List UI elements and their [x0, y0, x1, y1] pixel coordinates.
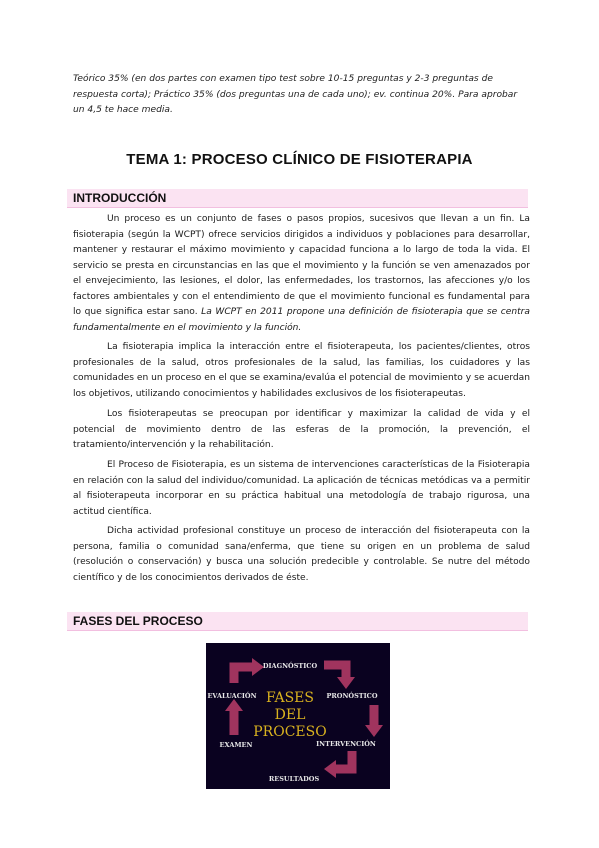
evaluation-note: Teórico 35% (en dos partes con examen tipo test sobre 10-15 preguntas y 2-3 preguntas de respuesta corta); Práctico 35% (dos preguntas una de cada uno); ev. continua 20%. Para aprobar un 4,5 te hace media. [73, 74, 518, 115]
paragraph-definition-text: Un proceso es un conjunto de fases o pasos propios, sucesivos que llevan a un fin. La fisioterapia (según la WCPT) ofrece servicios dirigidos a individuos y poblaciones para desarrollar, mantener y restaurar el máximo movimiento y capacidad funciona a lo largo de toda la vida. El servicio se presta en circunstancias en las que el movimiento y la función se ven amenazados por el envejecimiento, las lesiones, el dolor, las enfermedades, los trastornos, las afecciones y/o los factores ambientales y con el entendimiento de que el movimiento funcional es fundamental para lo que significa estar sano. [73, 214, 530, 317]
arrowhead-evaluacion [225, 699, 243, 711]
section-heading-label: FASES DEL PROCESO [73, 614, 203, 628]
label-resultados: RESULTADOS [268, 775, 320, 783]
paragraph-quality-of-life [73, 407, 530, 454]
label-diagnostico: DIAGNÓSTICO [262, 662, 318, 670]
section-heading-introduccion [67, 189, 528, 208]
paragraph-professional-activity [73, 524, 530, 586]
paragraph-quality-text: Los fisioterapeutas se preocupan por identificar y maximizar la calidad de vida y el potencial de movimiento dentro de las esferas de la promoción, la prevención, el tratamiento/intervención y la rehabilitación. [73, 409, 530, 450]
paragraph-activity-text: Dicha actividad profesional constituye un proceso de interacción del fisioterapeuta con la persona, familia o comunidad sana/enferma, que tiene su origen en un problema de salud (resolución o conservación) y busca una solución predecible y controlable. Se nutre del método científico y de los conocimientos derivados de éste. [73, 526, 530, 583]
label-intervencion: INTERVENCIÓN [316, 740, 376, 748]
page-title: TEMA 1: PROCESO CLÍNICO DE FISIOTERAPIA [126, 151, 473, 168]
center-title-line-3: PROCESO [253, 724, 327, 740]
paragraph-definition-italic: La WCPT en 2011 propone una definición de fisioterapia que se centra fundamentalmente en el movimiento y la función. [73, 307, 530, 333]
section-heading-label: INTRODUCCIÓN [73, 191, 167, 205]
arrow-diagnostico-pronostico [324, 665, 346, 679]
paragraph-interaction [73, 340, 530, 402]
center-title-line-1: FASES [265, 690, 315, 706]
paragraph-process-system [73, 458, 530, 520]
arrowhead-pronostico [337, 677, 355, 689]
arrow-evaluacion-diagnostico [234, 667, 254, 683]
process-cycle-figure [206, 643, 390, 789]
section-heading-fases [67, 612, 528, 631]
label-evaluacion: EVALUACIÓN [207, 692, 257, 700]
label-examen: EXAMEN [219, 741, 253, 749]
process-phases-diagram [206, 643, 390, 789]
label-pronostico: PRONÓSTICO [326, 692, 378, 700]
paragraph-interaction-text: La fisioterapia implica la interacción entre el fisioterapeuta, los pacientes/clientes, otros profesionales de la salud, otros profesionales de la salud, las familias, los cuidadores y las comunidades en un proceso en el que se examina/evalúa el potencial de movimiento y se acuerdan los objetivos, utilizando conocimientos y habilidades exclusivos de los fisioterapeutas. [73, 342, 530, 399]
arrowhead-intervencion [365, 725, 383, 737]
arrowhead-resultados [324, 760, 336, 778]
paragraph-definition [73, 212, 530, 336]
center-title-line-2: DEL [274, 707, 306, 723]
paragraph-process-text: El Proceso de Fisioterapia, es un sistema de intervenciones características de la Fisioterapia en relación con la salud del individuo/comunidad. La aplicación de técnicas metódicas va a permitir al fisioterapeuta incorporar en su práctica habitual una metodología de trabajo rigurosa, una actitud científica. [73, 460, 530, 517]
arrow-intervencion-resultados [334, 751, 352, 769]
